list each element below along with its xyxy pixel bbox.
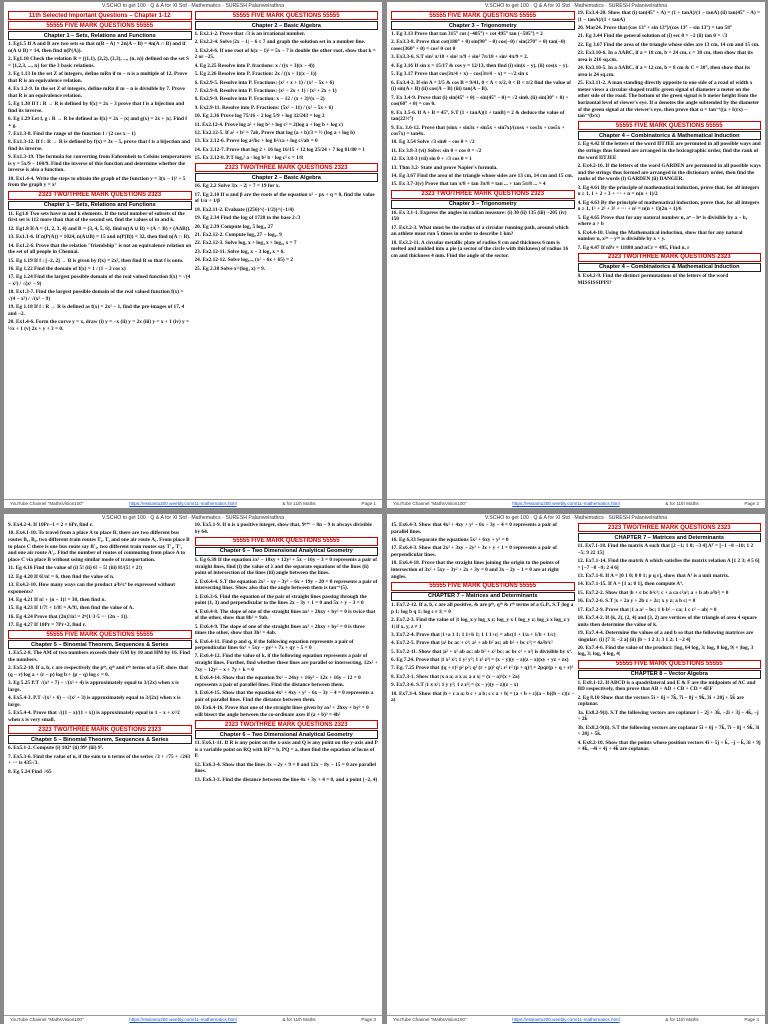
question-item: 16. Ex7.2-6. S.T |x + 2a y + 2b z + 2c; x y z; a b c| = 0 — [577, 598, 696, 605]
column-right — [195, 10, 379, 499]
question-item: 18. Ex6.4-18. Prove that the straight lines joining the origin to the points of intersection of 3x² + 5xy − 3y² + 2x + 3y = 0 and 3x − 2y − 1 = 0 are at right angles. — [391, 560, 560, 580]
question-item: 13. Ex7.1-8. If A = [0 1 0; 0 0 1; p q r], show that A³ is a unit matrix. — [577, 572, 730, 579]
question-item: 15. Eg 4.23 If 1/7! + 1/8! = A/9!, then find the value of A. — [8, 605, 134, 612]
question-item: 6. Ex2.9-5. Resolve into P. Fractions: (x² + x + 1) / (x² − 5x + 6) — [194, 79, 335, 86]
question-item: 8. Ex6.4-14. Show that the equation 9x² − 24xy + 16y² − 12x + 16y − 12 = 0 represents a pair of parallel lines. Find the distance between them. — [194, 675, 361, 688]
question-item: 6. Ex5.1-2. Compute (i) 102⁴ (ii) 99⁴ (iii) 9⁷. — [8, 745, 104, 752]
chapter-heading: Chapter 6 – Two Dimensional Analytical Geometry — [195, 730, 379, 739]
question-item: 8. Ex 3.5-6. If A + B = 45°, S.T (1 + tanA)(1 + tanB) = 2 & deduce the value of tan(22½°) — [391, 109, 565, 123]
question-item: 10. Ex5.1-9. If n is a positive integer, show that, 9ⁿ⁺¹ − 8n − 9 is always divisible by 64. — [194, 522, 372, 535]
question-item: 3. Eg 1.13 In the set Z of integers, define mRn if m − n is a multiple of 12. Prove that R is an equivalence relation. — [8, 70, 188, 84]
question-item: 9. Ex1.3-19. The formula for converting from Fahrenheit to Celsius temperatures is y = 5x/9 − 160/9. Find the inverse of this function and determine whether the inverse is also a function. — [8, 154, 191, 174]
question-item: 25. Eg 2.38 Solve x^(log₃ x) = 9. — [194, 265, 266, 272]
chapter-heading: CHAPTER 7 – Matrices and Determinants — [391, 592, 575, 601]
section-banner: 55555 FIVE MARK QUESTIONS 55555 — [578, 121, 762, 130]
question-item: 2. Ex3.3-8. Prove that cot(180° + θ) sin(90° − θ) cos(−θ) / sin(270° + θ) tan(−θ) cosec(360° + θ) = cos² θ cot θ — [391, 39, 566, 52]
question-item: 12. Ex2.12-5. If a² + b² = 7ab, Prove that log (a + b)/3 = ½ (log a + log b) — [194, 129, 355, 136]
question-item: 17. Eg 4.27 If 10Pr = 7Pr+2, find r. — [8, 622, 86, 629]
column-right — [578, 522, 762, 1015]
question-item: 11. Eg 4.16 Find the value of (i) 5! (ii) 6! − 5! (iii) 8!/(5! × 2!) — [8, 565, 143, 572]
chapter-heading: Chapter 6 – Two Dimensional Analytical Geometry — [195, 547, 379, 556]
question-item: 11. Ex7.1-18. Find the matrix A such that [2 −1; 1 0; −3 4] Aᵀ = [−1 −8 −10; 1 2 −5; 9 22 15] — [577, 543, 754, 556]
question-item: 6. Ex3.4-2. If sin A = 3/5 & cos B = 9/41, 0 < A < π/2, 0 < B < π/2 find the value of (i) sin(A + B) (ii) cos(A − B) (iii) tan(A − B). — [391, 79, 571, 93]
question-item: 24. Ex2.12-12. Solve log₅₋ₓ (x² − 6x + 65) = 2 — [194, 257, 293, 264]
chapter-heading: Chapter 4 – Combinatorics & Mathematical Induction — [578, 263, 762, 272]
page-footer — [4, 1015, 382, 1024]
question-item: 8. Eg 5.24 Find √65 — [8, 768, 52, 775]
section-banner: 55555 FIVE MARK QUESTIONS 55555 — [8, 630, 192, 639]
question-item: 20. Ex1.4-6. Form the curve y = x, draw (i) y = −x (ii) y = 2x (iii) y = x + 1 (iv) y = ½x + 1 (v) 2x + y + 3 = 0. — [8, 319, 190, 332]
question-item: 15. Ex7.2-2. Show that |b + c bc b²c²; c + a ca c²a²; a + b ab a²b²| = 0 — [577, 589, 729, 596]
question-item: 2. Eg1.10 Check the relation R = {(1,1), (2,2), (3,3), ..., (n, n)} defined on the set S = {1,2,3, ..., n} for the 3 basic relations. — [8, 55, 190, 69]
footer-link[interactable]: https://essiantu200.weebly.com/11-mathematics.html — [512, 1017, 620, 1022]
question-item: 15. Eg 1.19 If f : [−2, 2] → B is given by f(x) = 2x³, then find B so that f is onto. — [8, 257, 184, 264]
page-footer — [387, 499, 765, 508]
footer-page-number: Page 2 — [744, 501, 759, 506]
question-item: 21. Ex2.12-2. Compute log₉ 27 − log₂₇ 9 — [194, 232, 282, 238]
question-item: 6. Ex6.4-11. Find p and q, if the following equation represents a pair of perpendicular lines 6x² + 5xy − py² + 7x + qy − 5 = 0 — [194, 638, 354, 652]
question-item: 12. Eg1.8 If A = {1, 2, 3, 4} and B = {3, 4, 5, 6}, find n((A ∪ B) × (A ∩ B) × (A∆B)). — [8, 225, 191, 232]
question-item: 14. Ex 2.12-7. Prove that log 2 + 16 log 16/15 + 12 log 25/24 + 7 log 81/80 = 1 — [194, 146, 365, 153]
question-item: 3. Ex2.4-6. If one root of k(x − 1)² = 5x − 7 is double the other root, show that k = 2 or −25. — [194, 47, 376, 61]
page-columns — [391, 522, 761, 1015]
section-banner: 2323 TWO/THREE MARK QUESTIONS 2323 — [8, 191, 192, 200]
question-item: 14. Eg 3.67 Find the area of the triangle whose sides are 13 cm, 14 cm and 15 cm. — [391, 173, 573, 180]
chapter-heading: Chapter 2 – Basic Algebra — [195, 21, 379, 30]
footer-channel: YouTube Channel "MathsVision100" — [10, 1017, 84, 1022]
column-left — [8, 10, 192, 499]
question-item: 4. Eg 2.25 Resolve into P. fractions: x / ((x + 3)(x − 4)) — [194, 62, 315, 69]
question-item: 13. Thm 3.2- State and prove Napier's formula. — [391, 164, 498, 171]
question-item: 16. Ex 3.1-1. Express the angles in radian measure: (i) 30 (ii) 135 (iii) −205 (iv) 150 — [391, 209, 567, 223]
section-banner: 55555 FIVE MARK QUESTIONS 55555 — [195, 537, 379, 546]
page-1 — [4, 2, 382, 508]
question-item: 5. Eg 2.26 Resolve into P. Fraction: 2x / ((x + 1)(x − 1)) — [194, 71, 317, 78]
question-item: 3a. Ex8.2-9(i). S.T the following vectors are coplanar î − 2ĵ + 3k̂, −2î + 3ĵ − 4k̂, −ĵ + 2k̂ — [577, 709, 759, 723]
question-item: 1. Eg1.5 If A and B are two sets so that n(B − A) = 2n(A − B) = 4n(A ∩ B) and if n(A ∪ B) = 14, then find n(P(A)). — [8, 41, 186, 54]
question-item: 3. Ex6.3-6. Find the equation of the pair of straight lines passing through the point (1, 3) and perpendicular to the lines 2x − 3y + 1 = 0 and 5x + y − 3 = 0 — [194, 593, 367, 607]
question-item: 4. Ex8.2-10. Show that the points whose position vectors 4î + 5ĵ + k̂, −ĵ − k̂, 3î + 9ĵ + 4k̂, −4î + 4ĵ + 4k̂ are coplanar. — [577, 739, 761, 753]
question-item: 11. Ex2.12-4. Prove log a² + log b² + log c² = 2(log a + log b + log c) — [194, 121, 343, 128]
question-item: 12. Ex6.3-4. Show that the lines 3x − 2y + 9 = 0 and 12x − 8y − 15 = 0 are parallel lines. — [194, 761, 376, 775]
chapter-heading: Chapter 2 – Basic Algebra — [195, 173, 379, 182]
question-item: 11. Ex 3.8-3 (vi) Solve: sin θ + cos θ = √2 — [391, 147, 482, 154]
page-header: V.SCHO to get 100 · Q & A for XI Std · Mathematics · SURESH Palanivelrathna — [484, 515, 668, 521]
question-item: 10. Ex1.4-4. Write the steps to obtain the graph of the function y = 3(x − 1)² + 5 from the graph y = x² — [8, 175, 186, 189]
question-item: 9. Ex2.9-11. Resolve into P. Fractions: (5x² − 11) / (x² − 5x + 6) — [194, 104, 334, 111]
section-banner: 11th Selected Important Questions – Chapter 1-12 — [8, 11, 192, 20]
page-header: V.SCHO to get 100 · Q & A for XI Std · Mathematics · SURESH Palanivelrathna — [101, 515, 285, 521]
question-item: 3. Eg 4.61 By the principle of mathematical induction, prove that, for all integers n ≥ 1, 1 + 2 + 3 + ··· + n = n(n + 1)/2 — [577, 184, 760, 198]
question-item: 20. Ex7.4-6. Find the value of the product: |log₃ 64 log₄ 3; log₃ 8 log₄ 9| × |log₂ 3 log₈ 3; log₃ 4 log₃ 4| — [577, 644, 754, 658]
question-item: 13. Ex 2.12-6. Prove log a²/bc + log b²/ca + log c²/ab = 0 — [194, 138, 318, 145]
footer-channel: YouTube Channel "MathsVision100" — [10, 501, 84, 506]
question-item: 25. Ex3.11-2. A man standing directly opposite to one side of a road of width x meter views a circular shaped traffic green signal of diameter a meter on the other side of the road. The bottom of the green signal is b meter height from the horizontal level of viewer's eye. If α denotes the angle subtended by the diameter of the green signal at the viewer's eye, then prove that α = tan⁻¹((a + b)/x) − tan⁻¹(b/x) — [577, 80, 759, 120]
question-item: 11. Eg1.6 Two sets have m and k elements. If the total number of subsets of the first set is 112 more than that of the second set, find the values of m and k. — [8, 210, 185, 224]
footer-std: & for 11th Maths — [665, 1017, 699, 1022]
question-item: 14. Ex1.2-6. Prove that the relation "friendship" is not an equivalence relation on the set of all people in Chennai. — [8, 242, 192, 256]
question-item: 12. Ex 3.8-3 (vii) sin θ + √3 cos θ = 1 — [391, 156, 472, 163]
question-item: 9. Ex4.2-4. If 10Pr−1 = 2 × 6Pr, find r. — [8, 522, 93, 528]
footer-std: & for 11th Maths — [282, 1017, 316, 1022]
question-item: 15. Ex 2.12-8. P.T logₐ² a · log b² b · log c² c = 1/8 — [194, 155, 303, 162]
question-item: 7. Ex2.9-8. Resolve into P. Fractions: (x² − 2x + 1) / (x² + 2x + 1) — [194, 87, 337, 94]
question-item: 16. Eg 1.22 Find the domain of f(x) = 1 / (1 − 2 cos x) — [8, 265, 126, 272]
chapter-heading: Chapter 3 – Trigonometry — [391, 21, 575, 30]
question-item: 7. Eg. 7.25 Prove that |(q + r)² p² p²; q² (r + p)² q²; r² r² (p + q)²| = 2pqr(p + q + r)³ — [391, 665, 574, 672]
question-item: 22. Eg 3.67 Find the area of the triangle whose sides are 13 cm, 14 cm and 15 cm. — [577, 41, 760, 48]
question-item: 10. Ex6.4-16. Prove that one of the straight lines given by ax² + 2hxy + by² = 0 will bisect the angle between the co-ordinate axes if (a + b)² = 4h² — [194, 705, 369, 718]
question-item: 10. Ex7.3-4. Show that |b + c a a; b c + a b; c c a + b| = (a + b + c)(a − b)(b − c)(c − a) — [391, 690, 575, 704]
question-item: 7. Eg 4.47 If nPr = 11880 and nCr = 495, Find n, r — [577, 244, 690, 251]
section-banner: 55555 FIVE MARK QUESTIONS 55555 — [391, 11, 575, 20]
question-item: 21. Eg 3.44 Find the general solution of (i) sec θ = −2 (ii) tan θ = √3 — [577, 33, 728, 40]
chapter-heading: Chapter 4 – Combinatorics & Mathematical Induction — [578, 131, 762, 140]
chapter-heading: Chapter 5 – Binomial Theorem, Sequences & Series — [8, 640, 192, 649]
question-item: 23. Ex3.10-6. In a ∆ABC, if a = 18 cm, b = 24 cm, c = 30 cm, then show that its area is 216 sq.cm. — [577, 50, 753, 63]
footer-channel: YouTube Channel "MathsVision100" — [393, 1017, 467, 1022]
page-header: V.SCHO to get 100 · Q & A for XI Std · Mathematics · SURESH Palanivelrathna — [484, 3, 668, 9]
question-item: 20. Mar24. Prove that (cos 13° + sin 13°)/(cos 13° − sin 13°) = tan 58° — [577, 24, 732, 31]
page-columns — [8, 522, 378, 1015]
question-item: 16. Eg 4.24 Prove that (2n)!/n! = 2ⁿ{1·3·5 ··· (2n − 1)}. — [8, 613, 129, 620]
question-item: 3. Ex7.2-4. Prove that |1+a 1 1; 1 1+b 1; 1 1 1+c| = abc(1 + 1/a + 1/b + 1/c) — [391, 631, 556, 638]
column-left — [391, 522, 575, 1015]
question-item: 5. Eg 1.30 If f : R → R is defined by f(x) = 2x − 3 prove that f is a bijection and find its inverse. — [8, 100, 185, 114]
section-banner: 2323 TWO/THREE MARK QUESTIONS 2323 — [578, 253, 762, 262]
column-right — [195, 522, 379, 1015]
question-item: 3b. Ex8.2-9(ii). S.T the following vectors are coplanar 5î + 6ĵ + 7k̂, 7î − 8ĵ + 9k̂, 3î + 20ĵ + 5k̂. — [577, 724, 760, 738]
footer-channel: YouTube Channel "MathsVision100" — [393, 501, 467, 506]
question-item: 14. Eg 4.21 If n! + (n − 1)! = 30, then find n. — [8, 596, 106, 603]
chapter-heading: Chapter 1 – Sets, Relations and Functions — [8, 31, 192, 40]
question-item: 1. Ex5.2-8. The AM of two numbers exceeds their GM by 10 and HM by 16. Find the numbers. — [8, 650, 190, 664]
question-item: 2. Ex7.2-3. Find the value of |1 log_x y log_x z; log_y x 1 log_y z; log_z x log_z y 1| if x, y, z ≠ 1 — [391, 616, 570, 630]
question-item: 10. Eg 3.54 Solve √3 sinθ − cos θ = √2 — [391, 139, 475, 146]
question-item: 1. Ex7.2-12. If a, b, c are all positive, & are pᵗʰ, qᵗʰ & rᵗʰ terms of a G.P., S.T |log a p 1; log b q 1; log c r 1| = 0 — [391, 601, 574, 615]
question-item: 3. Eg 5.25 P.T √(x² + 7) − √(x² + 4) is approximately equal to 3/(2x) when x is large. — [8, 680, 179, 694]
question-item: 17. Eg 2.10 If α and β are the roots of the equation x² − px + q = 0, find the value of 1/α + 1/β — [194, 191, 375, 205]
section-banner: 55555 FIVE MARK QUESTIONS 55555 — [391, 582, 575, 591]
question-item: 5. Ex5.4-4. Prove that √((1 − x)/(1 + x)) is approximately equal to 1 − x + x²/2 when x is very small. — [8, 710, 180, 724]
question-item: 20. Eg 2.39 Compute log₃ 5 log₂₅ 27 — [194, 223, 273, 230]
column-right — [578, 10, 762, 499]
chapter-heading: Chapter 5 – Binomial Theorem, Sequences & Series — [8, 735, 192, 744]
question-item: 4. Eg 4.63 By the principle of mathematical induction, prove that, for all integers n ≥ 1, 1² + 2² + 3² + ··· + n² = n(n + 1)(2n + 1)/6 — [577, 199, 760, 213]
question-item: 8. Ex4.2-9. Find the distinct permutations of the letters of the word MISSISSIPPI? — [577, 272, 729, 286]
page-footer — [4, 499, 382, 508]
column-left — [391, 10, 575, 499]
question-item: 1. Ex2.1-2. Prove that √3 is an irrational number. — [194, 31, 306, 37]
section-banner: 55555 FIVE MARK QUESTIONS 55555 — [195, 11, 379, 20]
footer-std: & for 11th Maths — [665, 501, 699, 506]
question-item: 9. Ex6.4-15. Show that the equation 4x² + 4xy + y² − 6x − 3y − 4 = 0 represents a pair of parallel lines. Find the distance between them. — [194, 690, 374, 703]
question-item: 12. Eg 4.20 If 6!/n! = 6, then find the value of n. — [8, 573, 115, 580]
footer-link[interactable]: https://essiantu200.weebly.com/11-mathematics.html — [512, 501, 620, 506]
question-item: 17. Ex7.2-9. Prove that |1 a a² − bc; 1 b b² − ca; 1 c c² − ab| = 0 — [577, 606, 717, 613]
question-item: 1. Eg 4.42 If the letters of the word IITJEE are permuted in all possible ways and the strings thus formed are arranged in the lexicographic order, find the rank of the word IITJEE — [577, 141, 761, 161]
question-item: 24. Ex3.10-5. In a ∆ABC, if a = 12 cm, b = 8 cm & C = 30°, then show that its area is 24 sq.cm. — [577, 65, 751, 78]
question-item: 13. Ex1.1-6. If n(P(A)) = 1024, n(A∪B) = 15 and n(P(B)) = 32, then find n(A ∩ B). — [8, 234, 191, 241]
question-item: 11. Ex6.1-11. If R is any point on the x-axis and Q is any point on the y-axis and P is a variable point on RQ with RP = b, PQ = a, then find the equation of locus of P. — [194, 740, 378, 760]
question-item: 8. Ex7.3-1. Show that |x a a; a x a; a a x| = (x − a)²(x + 2a) — [391, 673, 520, 680]
page-4 — [387, 514, 765, 1024]
question-item: 7. Ex 3.4-9. Prove that (i) sin(45° + θ) − sin(45° − θ) = √2 sinθ. (ii) sin(30° + θ) + cos(60° + θ) = cos θ. — [391, 94, 569, 108]
question-item: 1. Ex8.1-12. If ABCD is a quadrilateral and E & F are the midpoints of AC and BD respectively, then prove that AB + AD + CB + CD = 4EF — [577, 679, 756, 693]
question-item: 3. Ex3.3-6. S.T sin² π/18 + sin² π/9 + sin² 7π/18 + sin² 4π/9 = 2. — [391, 54, 529, 61]
question-item: 18. Ex7.4-2. If (k, 2), (2, 4) and (3, 2) are vertices of the triangle of area 4 square units then determine the value of k. — [577, 614, 757, 628]
question-item: 18. Ex2.11-2. Evaluate ((256)^(−1/2))^(−1/4) — [194, 206, 294, 213]
section-banner: 55555 FIVE MARK QUESTIONS 55555 — [578, 660, 762, 669]
question-item: 19. Ex3.4-20. Show that (i) tan(45° + A) = (1 + tanA)/(1 − tanA) (ii) tan(45° − A) = (1 − tanA)/(1 + tanA) — [577, 10, 761, 23]
question-item: 7. Ex6.4-12. Find the value of k, if the following equation represents a pair of straight lines. Further, find whether these lines are parallel or intersecting, 12x² + 7xy − 12y² − x + 7y + k = 0 — [194, 653, 378, 673]
question-item: 6. Eg 7.24. Prove that |1 x² x³; 1 y² y³; 1 z² z³| = (x − y)(y − z)(z − x)(xy + yz + zx) — [391, 657, 569, 664]
question-item: 5. Eg 4.65 Prove that for any natural number n, aⁿ − bⁿ is divisible by a − b, where a > b — [577, 214, 748, 228]
question-item: 5. Ex6.4-9. The slope of one of the straight lines ax² + 2hxy + by² = 0 is three times the other, show that 3h² = 4ab. — [194, 623, 365, 637]
question-item: 8. Ex1.3-12. If f : R → R is defined by f(x) = 3x − 5, prove that f is a bijection and find its inverse. — [8, 139, 190, 152]
page-footer — [387, 1015, 765, 1024]
question-item: 2. Ex5.2-10. If a, b, c are respectively the pᵗʰ, qᵗʰ and rᵗʰ terms of a GP, show that (q − r) log a + (r − p) log b + (p − q) log c = 0. — [8, 665, 188, 679]
section-banner: 2323 TWO/THREE MARK QUESTIONS 2323 — [195, 163, 379, 172]
question-item: 1. Eg 6.38 If the equation λx² − 10xy + 12y² + 5x − 16y − 3 = 0 represents a pair of straight lines, find (i) the value of λ and the separate equations of the lines (ii) point of intersection of the lines (iii) angle between the lines. — [194, 556, 378, 577]
question-item: 7. Ex1.3-8. Find the range of the function 1 / (2 cos x − 1) — [8, 130, 136, 137]
chapter-heading: Chapter 3 – Trigonometry — [391, 200, 575, 209]
page-columns — [8, 10, 378, 499]
question-item: 4. Eg 3.16 If sin x = 15/17 & cos y = 12/13, then find (i) sin(x − y), (ii) cos(x − y). — [391, 62, 569, 69]
footer-link[interactable]: https://essiantu200.weebly.com/11-mathematics.html — [129, 1017, 237, 1022]
chapter-heading: Chapter 1 – Sets, Relations and Functions — [8, 201, 192, 210]
footer-page-number: Page 3 — [361, 1017, 376, 1022]
question-item: 15. Ex 3.7-3(v) Prove that tan π/8 + tan 3π/8 = tan ... + tan 5π/8 ... = 4 — [391, 181, 546, 188]
question-item: 1. Eg 3.13 Prove that tan 315° cot (−405°) + cot 495° tan (−585°) = 2 — [391, 31, 543, 37]
question-item: 17. Ex6.4-3. Show that 2x² + 3xy − 2y² + 3x + y + 1 = 0 represents a pair of perpendicular lines. — [391, 545, 557, 558]
question-item: 17. Eg 1.24 Find the largest possible domain of the real valued function f(x) = √(4 − x²) / √(x² − 9) — [8, 274, 191, 287]
question-item: 22. Ex2.12-3. Solve logₐ x + log₄ x + log₁₆ x = 7 — [194, 240, 297, 247]
question-item: 18. Ex1.3-7. Find the largest possible domain of the real valued function f(x) = √(4 − x²) / √(x² − 9) — [8, 289, 184, 302]
page-2 — [387, 2, 765, 508]
question-item: 12. Ex7.1-14. Find the matrix A which satisfies the matrix relation A [1 2 3; 4 5 6] = [−7 −8 −9; 2 4 6] — [577, 557, 760, 571]
question-item: 6. Eg 1.29 Let f, g : R → R be defined as f(x) = 2x − |x| and g(x) = 2x + |x|. Find f ∘ g. — [8, 115, 188, 129]
question-item: 10. Ex4.1-10. To travel from a place A to place B, there are two different bus routes B₁, B₂, two different train routes T₁, T₂ and one air route A₁. From place B to place C there is one bus route say B'₁, two different train routes say T'₁, T'₂ and one air route A'₁. Find the number of routes of commuting from place A to place C via place B without using similar mode of transportation. — [8, 530, 190, 563]
question-item: 19. Eg 1.18 If f : R → R is defined as f(x) = 2x² − 1, find the pre-images of 17, 4 and −2. — [8, 304, 185, 317]
section-banner: 2323 TWO/THREE MARK QUESTIONS 2323 — [391, 190, 575, 199]
chapter-heading: CHAPTER 7 – Matrices and Determinants — [578, 533, 762, 542]
question-item: 4. Ex6.4-8. The slope of one of the straight lines ax² + 2hxy + by² = 0 is twice that of the other, show that 8h² = 9ab. — [194, 608, 376, 622]
question-item: 4. Ex7.2-5. Prove that |a² bc ac + c²; a² + ab b² ac; ab b² + bc c²| = 4a²b²c² — [391, 640, 553, 647]
question-item: 17. Ex3.2-3. What must be the radius of a circular running path, around which an athlete must run 5 times in order to describe 1 km? — [391, 224, 569, 238]
question-item: 2. Ex4.2-16. If the letters of the word GARDEN are permuted in all possible ways and the strings thus formed are arranged in the dictionary order, then find the ranks of the words (i) GARDEN (ii) DANGER. — [577, 163, 761, 183]
page-header: V.SCHO to get 100 · Q & A for XI Std · Mathematics · SURESH Palanivelrathna — [101, 3, 285, 9]
question-item: 19. Eg 2.34 Find the log of 1728 to the base 2√3 — [194, 215, 301, 222]
question-item: 23. Ex2.12-11. Solve log₂ x − 3 log₄ x = 6. — [194, 248, 285, 255]
page-3 — [4, 514, 382, 1024]
question-item: 5. Eg 3.17 Prove that cos(3π/4 + x) − cos(3π/4 − x) = −√2 sin x — [391, 71, 529, 78]
question-item: 2. Eg 8.10 Show that the vectors 5î + 6ĵ + 7k̂, 7î − 8ĵ + 9k̂, 3î + 20ĵ + 5k̂ are coplanar. — [577, 694, 744, 708]
question-item: 14. Ex7.1-15. If A = [1 a; 0 1], then compute A⁴. — [577, 581, 684, 588]
page-columns — [391, 10, 761, 499]
question-item: 15. Ex6.4-3. Show that 4x² + 4xy + y² − 6x − 3y − 4 = 0 represents a pair of parallel lines. — [391, 522, 557, 535]
question-item: 7. Ex5.3-6. Find the value of n, if the sum to n terms of the series √3 + √75 + √243 + ··· is 435√3. — [8, 753, 191, 767]
question-item: 2. Ex2.2-4. Solve |2x − 1| − 6 ≤ 7 and graph the solution set in a number line. — [194, 39, 366, 46]
footer-link[interactable]: https://essiantu200.weebly.com/11-mathematics.html — [129, 501, 237, 506]
question-item: 4. Ex5.4-3. P.T √(x² + 6) − √(x² + 3) is approximately equal to 3/(2x) when x is large. — [8, 695, 181, 709]
chapter-heading: CHAPTER 8 – Vector Algebra — [578, 670, 762, 679]
question-item: 2. Ex6.4-4. S.T the equation 2x² − xy − 3y² − 6x + 19y − 20 = 0 represents a pair of intersecting lines. Show also that the angle between them is tan⁻¹(5). — [194, 578, 378, 592]
question-item: 19. Ex7.4-4. Determine the values of a and b so that the following matrices are singular: (i) [7 3; −2 a] (ii) [b − 1 2 3; 3 1 2; 1 −2 4] — [577, 629, 754, 643]
section-banner: 2323 TWO/THREE MARK QUESTIONS 2323 — [8, 725, 192, 734]
footer-page-number: Page 1 — [361, 501, 376, 506]
column-left — [8, 522, 192, 1015]
question-item: 13. Ex4.2-10. How many ways can the product a²b³c⁴ be expressed without exponents? — [8, 581, 176, 595]
question-item: 6. Ex4.4-10. Using the Mathematical induction, show that for any natural number n, x²ⁿ − y²ⁿ is divisible by x + y. — [577, 229, 743, 243]
section-banner: 2323 TWO/THREE MARK QUESTIONS 2323 — [195, 720, 379, 729]
question-item: 13. Ex6.3-3. Find the distance between the line 4x + 3y + 4 = 0, and a point (−2, 4) — [194, 776, 378, 783]
question-item: 8. Ex2.9-9. Resolve into P. Fraction: x − 12 / (x + 3)²(x − 2) — [194, 96, 325, 103]
question-item: 16. Eg 6.33 Separate the equations 5x² + 6xy + y² = 0 — [391, 536, 509, 543]
section-banner: 2323 TWO/THREE MARK QUESTIONS 2323 — [578, 523, 762, 532]
question-item: 4. Ex 1.2-9. In the set Z of integers, define mRn if m − n is divisible by 7. Prove that R is an equivalence relation. — [8, 85, 185, 99]
question-item: 16. Eg 2.2 Solve 3|x − 2| + 7 = 19 for x. — [194, 183, 280, 190]
question-item: 9. Ex. 3.6-12. Prove that (sinx + sin3x + sin5x + sin7x)/(cosx + cos3x + cos5x + cos7x) = tan4x. — [391, 124, 565, 138]
footer-page-number: Page 4 — [744, 1017, 759, 1022]
question-item: 5. Ex7.2-11. Show that |a² + x² ab ac; ab b² + x² bc; ac bc c² + x²| is divisible by x⁴. — [391, 648, 573, 655]
question-item: 18. Ex3.2-11. A circular metallic plate of radius 8 cm and thickness 6 mm is melted and molded into a pie (a sector of the circle with thickness) of radius 16 cm and thickness 4 mm. Find the angle of the sector. — [391, 239, 569, 259]
question-item: 10. Eg 2.36 Prove log 75/16 − 2 log 5/9 + log 32/243 = log 2 — [194, 113, 325, 120]
question-item: 9. Ex7.3-6. S.T |1 x x²; 1 y y²; 1 z z²| = (x − y)(y − z)(z − x) — [391, 682, 519, 689]
footer-std: & for 11th Maths — [282, 501, 316, 506]
section-banner: 55555 FIVE MARK QUESTIONS 55555 — [8, 21, 192, 30]
